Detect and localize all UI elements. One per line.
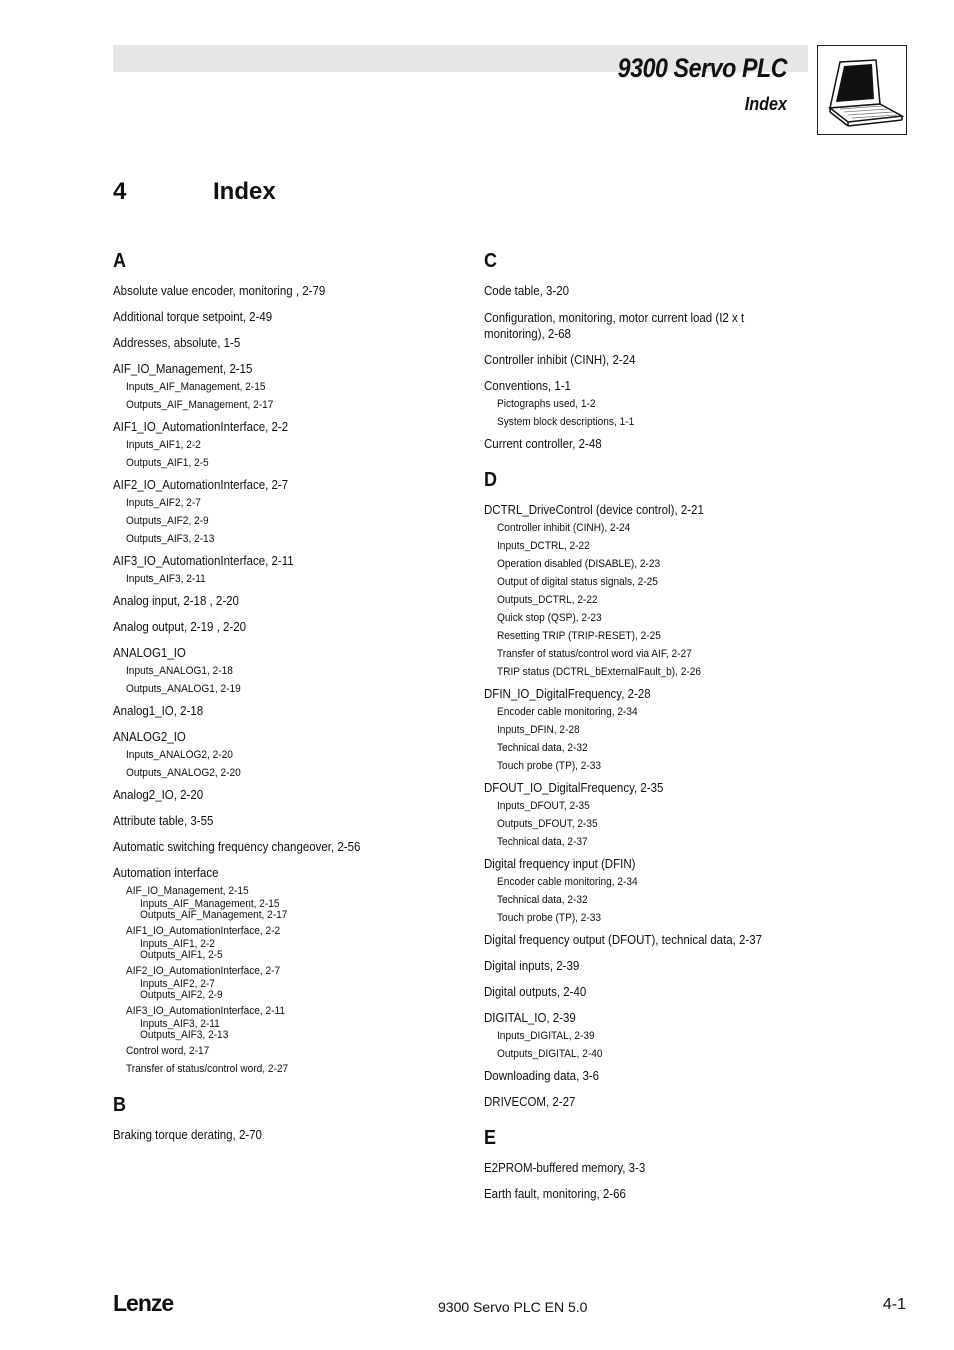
index-subentry: System block descriptions, 1-1 bbox=[497, 416, 635, 428]
index-subentry: Outputs_DIGITAL, 2-40 bbox=[497, 1048, 603, 1060]
index-entry: DIGITAL_IO, 2-39 bbox=[484, 1011, 576, 1025]
index-subentry: Inputs_DFOUT, 2-35 bbox=[497, 800, 590, 812]
index-entry: Analog output, 2-19 , 2-20 bbox=[113, 620, 246, 634]
index-subentry: Technical data, 2-32 bbox=[497, 894, 588, 906]
index-entry: ANALOG2_IO bbox=[113, 730, 186, 744]
index-entry: Automatic switching frequency changeover, 2-56 bbox=[113, 840, 361, 854]
index-entry: Configuration, monitoring, motor current load (I2 x t monitoring), 2-68 bbox=[484, 311, 745, 341]
index-letter-heading: A bbox=[113, 250, 127, 272]
index-subentry: Encoder cable monitoring, 2-34 bbox=[497, 706, 638, 718]
index-subentry: Outputs_DCTRL, 2-22 bbox=[497, 594, 598, 606]
page-title: 9300 Servo PLC bbox=[617, 53, 787, 83]
index-subentry: Outputs_DFOUT, 2-35 bbox=[497, 818, 598, 830]
index-subentry: AIF1_IO_AutomationInterface, 2-2 bbox=[126, 925, 281, 937]
index-entry: Digital inputs, 2-39 bbox=[484, 959, 580, 973]
index-subentry: Inputs_DIGITAL, 2-39 bbox=[497, 1030, 595, 1042]
index-entry: AIF3_IO_AutomationInterface, 2-11 bbox=[113, 554, 294, 568]
index-entry: Absolute value encoder, monitoring , 2-79 bbox=[113, 284, 326, 298]
index-subentry: Inputs_DFIN, 2-28 bbox=[497, 724, 580, 736]
lenze-logo: Lenze bbox=[113, 1290, 174, 1316]
index-subentry: Quick stop (QSP), 2-23 bbox=[497, 612, 602, 624]
index-subentry: Pictographs used, 1-2 bbox=[497, 398, 596, 410]
index-letter-heading: B bbox=[113, 1094, 127, 1116]
index-subentry: Touch probe (TP), 2-33 bbox=[497, 912, 602, 924]
index-entry: Current controller, 2-48 bbox=[484, 437, 602, 451]
index-letter-heading: E bbox=[484, 1127, 497, 1149]
index-entry: Analog1_IO, 2-18 bbox=[113, 704, 204, 718]
index-subentry: Technical data, 2-32 bbox=[497, 742, 588, 754]
index-subentry: Transfer of status/control word, 2-27 bbox=[126, 1063, 289, 1075]
index-entry: AIF1_IO_AutomationInterface, 2-2 bbox=[113, 420, 289, 434]
index-entry: DFIN_IO_DigitalFrequency, 2-28 bbox=[484, 687, 651, 701]
laptop-icon bbox=[817, 45, 907, 135]
index-subentry: Operation disabled (DISABLE), 2-23 bbox=[497, 558, 661, 570]
index-subentry: Inputs_AIF2, 2-7 bbox=[140, 978, 215, 990]
index-subentry: Outputs_AIF_Management, 2-17 bbox=[126, 399, 274, 411]
index-subentry: Inputs_AIF1, 2-2 bbox=[126, 439, 201, 451]
index-subentry: Outputs_AIF3, 2-13 bbox=[140, 1029, 229, 1041]
index-entry: AIF_IO_Management, 2-15 bbox=[113, 362, 253, 376]
index-letter-heading: C bbox=[484, 250, 498, 272]
index-subentry: AIF2_IO_AutomationInterface, 2-7 bbox=[126, 965, 281, 977]
index-entry: Analog2_IO, 2-20 bbox=[113, 788, 204, 802]
index-subentry: AIF3_IO_AutomationInterface, 2-11 bbox=[126, 1005, 286, 1017]
index-subentry: Outputs_AIF3, 2-13 bbox=[126, 533, 215, 545]
index-subentry: Controller inhibit (CINH), 2-24 bbox=[497, 522, 631, 534]
index-subentry: Inputs_AIF_Management, 2-15 bbox=[140, 898, 280, 910]
chapter-number: 4 bbox=[113, 178, 127, 205]
index-subentry: Outputs_AIF2, 2-9 bbox=[126, 515, 209, 527]
index-entry: E2PROM-buffered memory, 3-3 bbox=[484, 1161, 646, 1175]
index-entry: Downloading data, 3-6 bbox=[484, 1069, 600, 1083]
index-subentry: Inputs_AIF_Management, 2-15 bbox=[126, 381, 266, 393]
index-subentry: Resetting TRIP (TRIP-RESET), 2-25 bbox=[497, 630, 661, 642]
index-entry: Digital frequency input (DFIN) bbox=[484, 857, 636, 871]
index-entry: AIF2_IO_AutomationInterface, 2-7 bbox=[113, 478, 289, 492]
index-subentry: Outputs_ANALOG2, 2-20 bbox=[126, 767, 241, 779]
index-subentry: Touch probe (TP), 2-33 bbox=[497, 760, 602, 772]
index-subentry: Inputs_AIF1, 2-2 bbox=[140, 938, 215, 950]
index-subentry: Transfer of status/control word via AIF, 2-27 bbox=[497, 648, 692, 660]
index-subentry: Technical data, 2-37 bbox=[497, 836, 588, 848]
index-subentry: Inputs_ANALOG2, 2-20 bbox=[126, 749, 233, 761]
index-subentry: AIF_IO_Management, 2-15 bbox=[126, 885, 249, 897]
index-subentry: Inputs_AIF3, 2-11 bbox=[140, 1018, 220, 1030]
index-subentry: Inputs_AIF3, 2-11 bbox=[126, 573, 206, 585]
index-entry: Conventions, 1-1 bbox=[484, 379, 571, 393]
index-entry: DCTRL_DriveControl (device control), 2-21 bbox=[484, 503, 704, 517]
index-subentry: Inputs_ANALOG1, 2-18 bbox=[126, 665, 233, 677]
chapter-title: Index bbox=[213, 178, 276, 205]
index-subentry: Outputs_AIF2, 2-9 bbox=[140, 989, 223, 1001]
index-subentry: TRIP status (DCTRL_bExternalFault_b), 2-26 bbox=[497, 666, 701, 678]
index-subentry: Control word, 2-17 bbox=[126, 1045, 210, 1057]
index-entry: Digital frequency output (DFOUT), technical data, 2-37 bbox=[484, 933, 763, 947]
index-entry: Additional torque setpoint, 2-49 bbox=[113, 310, 273, 324]
index-subentry: Outputs_AIF1, 2-5 bbox=[140, 949, 223, 961]
index-entry: Attribute table, 3-55 bbox=[113, 814, 214, 828]
index-subentry: Outputs_ANALOG1, 2-19 bbox=[126, 683, 241, 695]
index-entry: Controller inhibit (CINH), 2-24 bbox=[484, 353, 636, 367]
index-entry: Automation interface bbox=[113, 866, 219, 880]
footer-document: 9300 Servo PLC EN 5.0 bbox=[438, 1299, 588, 1315]
index-subentry: Outputs_AIF1, 2-5 bbox=[126, 457, 209, 469]
index-subentry: Inputs_AIF2, 2-7 bbox=[126, 497, 201, 509]
index-entry: ANALOG1_IO bbox=[113, 646, 186, 660]
index-entry: DFOUT_IO_DigitalFrequency, 2-35 bbox=[484, 781, 664, 795]
index-subentry: Outputs_AIF_Management, 2-17 bbox=[140, 909, 288, 921]
index-subentry: Inputs_DCTRL, 2-22 bbox=[497, 540, 590, 552]
index-subentry: Output of digital status signals, 2-25 bbox=[497, 576, 658, 588]
index-entry: Addresses, absolute, 1-5 bbox=[113, 336, 241, 350]
index-entry: Earth fault, monitoring, 2-66 bbox=[484, 1187, 626, 1201]
index-entry: Braking torque derating, 2-70 bbox=[113, 1128, 262, 1142]
index-entry: Digital outputs, 2-40 bbox=[484, 985, 587, 999]
index-subentry: Encoder cable monitoring, 2-34 bbox=[497, 876, 638, 888]
index-entry: Code table, 3-20 bbox=[484, 284, 570, 298]
page-number: 4-1 bbox=[882, 1296, 906, 1313]
page-subtitle: Index bbox=[744, 94, 787, 114]
index-letter-heading: D bbox=[484, 469, 498, 491]
index-entry: Analog input, 2-18 , 2-20 bbox=[113, 594, 239, 608]
index-entry: DRIVECOM, 2-27 bbox=[484, 1095, 576, 1109]
